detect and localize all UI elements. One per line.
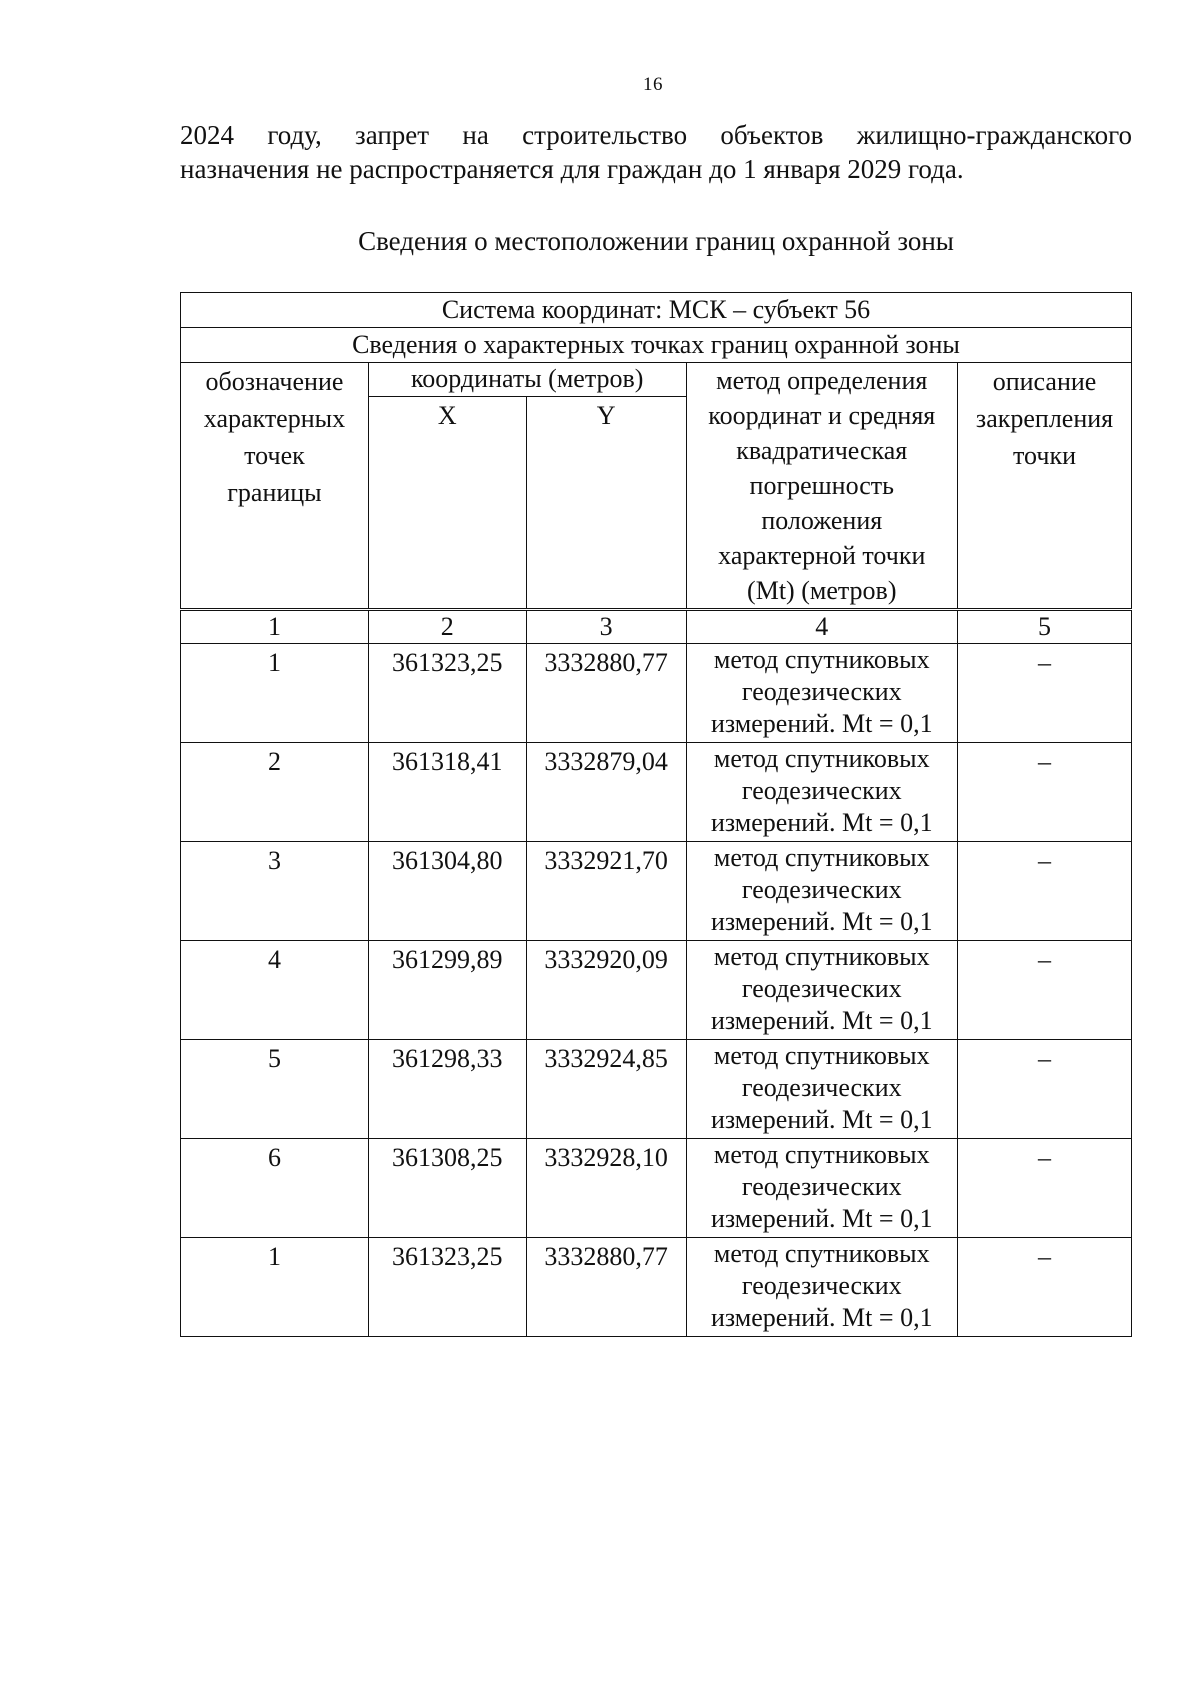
description-cell: –	[958, 941, 1132, 1040]
column-number-3: 3	[526, 610, 686, 644]
header-row	[181, 363, 1132, 397]
y-coordinate-cell: 3332924,85	[526, 1040, 686, 1139]
y-coordinate-cell: 3332928,10	[526, 1139, 686, 1238]
description-cell: –	[958, 644, 1132, 743]
column-number-2: 2	[368, 610, 526, 644]
x-coordinate-cell: 361318,41	[368, 743, 526, 842]
x-coordinate-cell: 361298,33	[368, 1040, 526, 1139]
column-number-1: 1	[181, 610, 369, 644]
description-cell: –	[958, 1139, 1132, 1238]
y-coordinate-cell: 3332921,70	[526, 842, 686, 941]
column-number-5: 5	[958, 610, 1132, 644]
method-cell: метод спутниковых геодезических измерений. Mt = 0,1	[686, 1040, 958, 1139]
point-cell: 3	[181, 842, 369, 941]
point-cell: 2	[181, 743, 369, 842]
table-row	[181, 842, 1132, 941]
x-coordinate-cell: 361323,25	[368, 1238, 526, 1337]
method-cell: метод спутниковых геодезических измерений. Mt = 0,1	[686, 1139, 958, 1238]
point-cell: 5	[181, 1040, 369, 1139]
intro-line-2: назначения не распространяется для граждан до 1 января 2029 года.	[180, 154, 964, 184]
header-description-label: описание закрепления точки	[975, 367, 1114, 470]
table-row	[181, 1040, 1132, 1139]
x-coordinate-cell: 361308,25	[368, 1139, 526, 1238]
y-coordinate-cell: 3332920,09	[526, 941, 686, 1040]
header-point-label: обозначение характерных точек границы	[203, 367, 346, 507]
intro-paragraph	[180, 118, 1132, 186]
header-point	[181, 363, 369, 610]
x-coordinate-cell: 361304,80	[368, 842, 526, 941]
method-cell: метод спутниковых геодезических измерений. Mt = 0,1	[686, 941, 958, 1040]
table-row	[181, 644, 1132, 743]
header-y: Y	[526, 397, 686, 610]
point-cell: 1	[181, 1238, 369, 1337]
description-cell: –	[958, 842, 1132, 941]
page-number: 16	[643, 74, 663, 95]
y-coordinate-cell: 3332879,04	[526, 743, 686, 842]
header-method-label: метод определения координат и средняя квадратическая погрешность положения характерной точки (Mt) (метров)	[708, 366, 936, 605]
x-coordinate-cell: 361299,89	[368, 941, 526, 1040]
description-cell: –	[958, 743, 1132, 842]
table-subtitle-row	[181, 328, 1132, 363]
coord-system-row	[181, 293, 1132, 328]
y-coordinate-cell: 3332880,77	[526, 644, 686, 743]
table-subtitle-cell: Сведения о характерных точках границ охранной зоны	[181, 328, 1132, 363]
table-row	[181, 1139, 1132, 1238]
header-coords: координаты (метров)	[368, 363, 686, 397]
method-cell: метод спутниковых геодезических измерений. Mt = 0,1	[686, 644, 958, 743]
section-title: Сведения о местоположении границ охранной зоны	[358, 226, 954, 256]
coord-system-cell: Система координат: МСК – субъект 56	[181, 293, 1132, 328]
point-cell: 1	[181, 644, 369, 743]
method-cell: метод спутниковых геодезических измерений. Mt = 0,1	[686, 842, 958, 941]
description-cell: –	[958, 1238, 1132, 1337]
header-method	[686, 363, 958, 610]
boundary-points-table	[180, 292, 1132, 1337]
method-cell: метод спутниковых геодезических измерений. Mt = 0,1	[686, 1238, 958, 1337]
y-coordinate-cell: 3332880,77	[526, 1238, 686, 1337]
description-cell: –	[958, 1040, 1132, 1139]
intro-line-1: 2024 году, запрет на строительство объектов жилищно-гражданского	[180, 120, 1132, 150]
table-row	[181, 941, 1132, 1040]
column-number-4: 4	[686, 610, 958, 644]
method-cell: метод спутниковых геодезических измерений. Mt = 0,1	[686, 743, 958, 842]
column-numbers-row	[181, 610, 1132, 644]
header-description	[958, 363, 1132, 610]
table-row	[181, 743, 1132, 842]
table-row	[181, 1238, 1132, 1337]
x-coordinate-cell: 361323,25	[368, 644, 526, 743]
point-cell: 6	[181, 1139, 369, 1238]
header-x: X	[368, 397, 526, 610]
point-cell: 4	[181, 941, 369, 1040]
